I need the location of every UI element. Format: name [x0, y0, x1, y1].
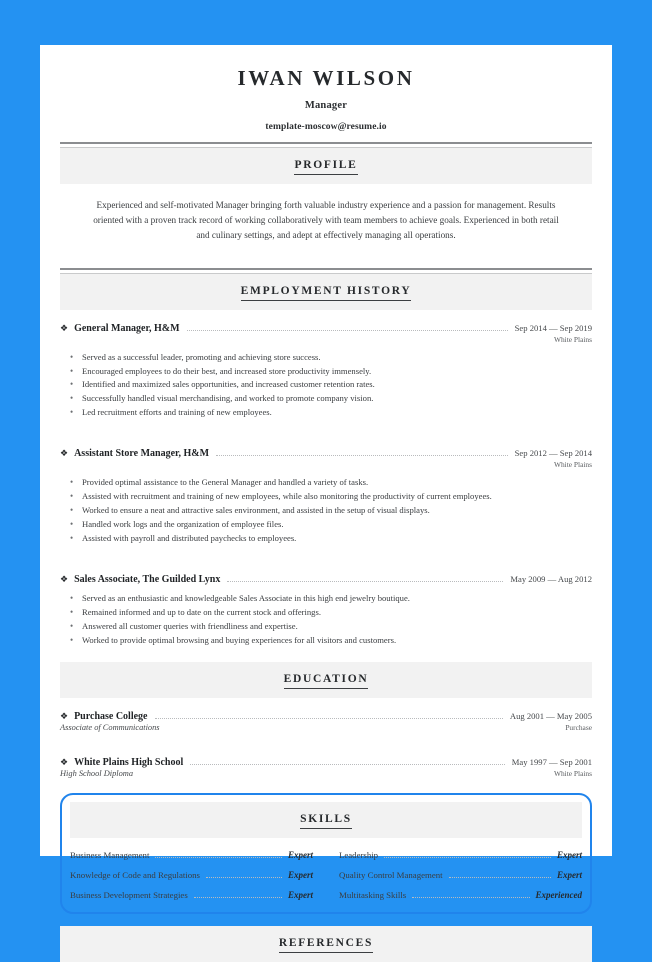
- dotted-leader: [194, 896, 282, 898]
- employment-bullet-list: [60, 592, 592, 648]
- education-entry-sub: [60, 723, 592, 732]
- skill-level: Expert: [287, 849, 313, 860]
- candidate-name: IWAN WILSON: [237, 66, 415, 90]
- list-item: • Assisted with payroll and distributed paychecks to employees.: [60, 532, 592, 546]
- list-item: • Successfully handled visual merchandising, and worked to promote company vision.: [60, 392, 592, 406]
- list-item: • Handled work logs and the organization of employee files.: [60, 518, 592, 532]
- profile-summary-text: Experienced and self-motivated Manager bringing forth valuable industry experience and a passion for management. Results oriented with a proven track record of working collaboratively with team members to achieve goals. Experienced in both retail and culinary settings, and adept at effectively managing all operations.: [93, 200, 559, 241]
- dotted-leader: [216, 454, 508, 456]
- skill-name: Quality Control Management: [339, 869, 443, 880]
- skill-level: Expert: [287, 869, 313, 880]
- section-title-skills: SKILLS: [300, 813, 352, 829]
- education-entry-header: [60, 757, 592, 768]
- employment-date-range: Sep 2012 — Sep 2014: [514, 448, 592, 459]
- candidate-job-title: Manager: [304, 100, 348, 112]
- employment-location: White Plains: [554, 460, 592, 470]
- skill-row: [339, 890, 582, 901]
- education-degree: Associate of Communications: [60, 722, 160, 732]
- employment-entry: [60, 574, 592, 648]
- list-item: • Led recruitment efforts and training of new employees.: [60, 406, 592, 420]
- dotted-leader: [155, 717, 503, 719]
- list-item: • Answered all customer queries with friendliness and expertise.: [60, 620, 592, 634]
- dotted-leader: [206, 876, 282, 878]
- skill-name: Business Development Strategies: [70, 889, 188, 900]
- list-item: • Identified and maximized sales opportunities, and increased customer retention rates.: [60, 378, 592, 392]
- clover-bullet-icon: ❖: [60, 756, 69, 767]
- employment-entry-header: [60, 323, 592, 334]
- employment-location: White Plains: [554, 334, 592, 344]
- skill-level: Expert: [287, 889, 313, 900]
- employment-date-range: May 2009 — Aug 2012: [510, 573, 592, 584]
- dotted-leader: [187, 329, 508, 331]
- section-title-profile: PROFILE: [294, 159, 357, 175]
- education-location: Purchase: [565, 722, 592, 732]
- section-band-employment: [60, 274, 592, 310]
- list-item: • Assisted with recruitment and training of new employees, while also monitoring the productivity of current employees.: [60, 490, 592, 504]
- section-band-skills: [70, 802, 582, 838]
- skill-name: Business Management: [70, 849, 150, 860]
- list-item: • Remained informed and up to date on the current stock and offerings.: [60, 606, 592, 620]
- list-item: • Worked to provide optimal browsing and buying experiences for all visitors and customers.: [60, 634, 592, 648]
- skill-row: [70, 870, 313, 881]
- section-title-education: EDUCATION: [284, 673, 369, 689]
- employment-bullet-list: [60, 351, 592, 421]
- education-entry-header: [60, 711, 592, 722]
- list-item: • Served as a successful leader, promoting and achieving store success.: [60, 351, 592, 365]
- dotted-leader: [155, 856, 282, 858]
- dotted-leader: [449, 876, 551, 878]
- employment-entry-sub: [60, 335, 592, 344]
- skills-section-highlight[interactable]: [60, 793, 592, 914]
- list-item: • Served as an enthusiastic and knowledgeable Sales Associate in this high end jewelry boutique.: [60, 592, 592, 606]
- education-school-name: Purchase College: [74, 710, 148, 722]
- employment-date-range: Sep 2014 — Sep 2019: [514, 322, 592, 333]
- employment-entry-header: [60, 448, 592, 459]
- employment-bullet-list: [60, 476, 592, 546]
- employment-job-title: Assistant Store Manager, H&M: [74, 448, 210, 460]
- education-location: White Plains: [554, 768, 592, 778]
- education-school-name: White Plains High School: [74, 756, 184, 768]
- skills-grid: [70, 850, 582, 901]
- clover-bullet-icon: ❖: [60, 448, 69, 459]
- section-band-references: [60, 926, 592, 962]
- section-title-employment: EMPLOYMENT HISTORY: [241, 285, 412, 301]
- employment-entry-header: [60, 574, 592, 585]
- education-date-range: Aug 2001 — May 2005: [509, 710, 592, 721]
- skill-name: Leadership: [339, 849, 379, 860]
- education-entry-sub: [60, 769, 592, 778]
- education-entry: [60, 711, 592, 732]
- skill-name: Multitasking Skills: [339, 889, 407, 900]
- skill-name: Knowledge of Code and Regulations: [70, 869, 200, 880]
- skills-column-left: [70, 850, 313, 901]
- skill-level: Experienced: [535, 889, 582, 900]
- skill-row: [339, 870, 582, 881]
- dotted-leader: [384, 856, 551, 858]
- employment-entry: [60, 323, 592, 421]
- list-item: • Provided optimal assistance to the General Manager and handled a variety of tasks.: [60, 476, 592, 490]
- skill-level: Expert: [556, 849, 582, 860]
- employment-job-title: Sales Associate, The Guilded Lynx: [74, 573, 221, 585]
- skill-row: [70, 890, 313, 901]
- clover-bullet-icon: ❖: [60, 573, 69, 584]
- dotted-leader: [190, 763, 505, 765]
- education-degree: High School Diploma: [60, 768, 134, 778]
- clover-bullet-icon: ❖: [60, 322, 69, 333]
- skills-column-right: [339, 850, 582, 901]
- section-title-references: REFERENCES: [279, 937, 373, 953]
- employment-job-title: General Manager, H&M: [74, 322, 180, 334]
- list-item: • Worked to ensure a neat and attractive sales environment, and assisted in the setup of visual displays.: [60, 504, 592, 518]
- skill-row: [339, 850, 582, 861]
- employment-entry-sub: [60, 460, 592, 469]
- skill-row: [70, 850, 313, 861]
- section-band-education: [60, 662, 592, 698]
- skill-level: Expert: [556, 869, 582, 880]
- resume-page: [40, 45, 612, 949]
- section-band-profile: [60, 148, 592, 184]
- education-entry: [60, 757, 592, 778]
- list-item: • Encouraged employees to do their best, and increased store productivity immensely.: [60, 365, 592, 379]
- employment-entry: [60, 448, 592, 546]
- candidate-email: template-moscow@resume.io: [265, 122, 387, 133]
- education-date-range: May 1997 — Sep 2001: [511, 756, 592, 767]
- resume-header: [60, 45, 592, 132]
- dotted-leader: [412, 896, 529, 898]
- dotted-leader: [227, 580, 503, 582]
- clover-bullet-icon: ❖: [60, 710, 69, 721]
